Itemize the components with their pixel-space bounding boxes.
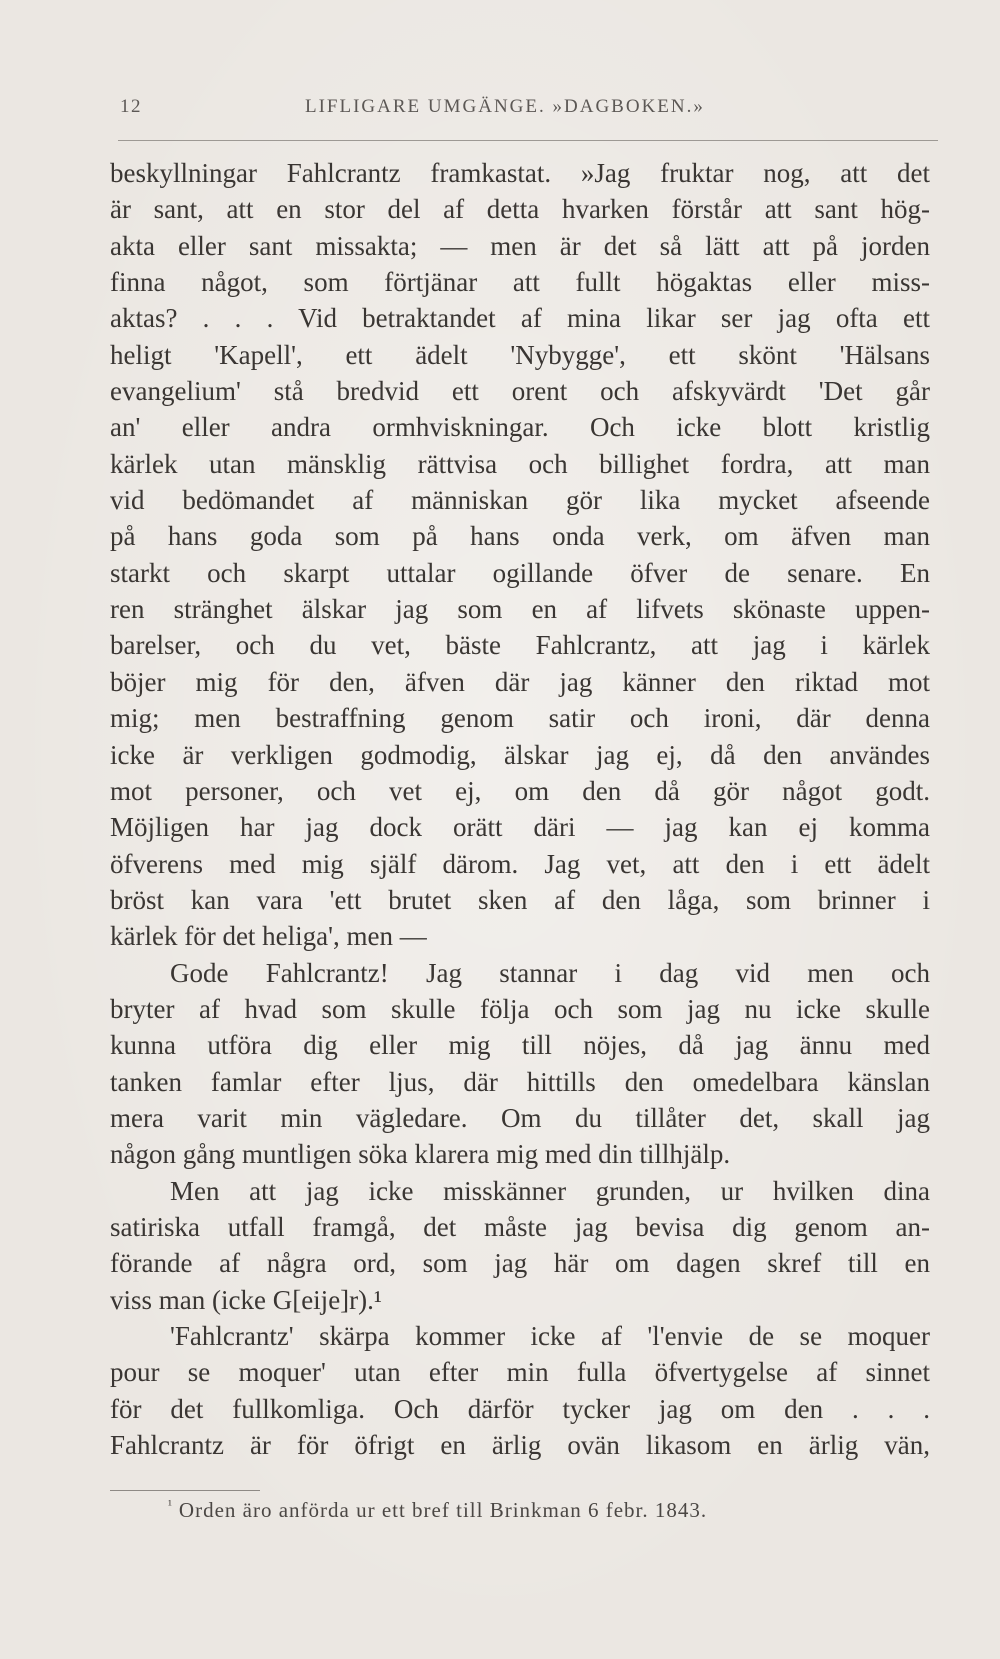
text-line: förande af några ord, som jag här om dagen skref till en [110, 1248, 930, 1279]
text-line: evangelium' stå bredvid ett orent och afskyvärdt 'Det går [110, 376, 930, 407]
text-line: tanken famlar efter ljus, där hittills den omedelbara känslan [110, 1066, 930, 1097]
text-line: finna något, som förtjänar att fullt högaktas eller miss- [110, 267, 930, 298]
text-line: mot personer, och vet ej, om den då gör något godt. [110, 775, 930, 806]
text-line: satiriska utfall framgå, det måste jag bevisa dig genom an- [110, 1211, 930, 1242]
text-line: 'Fahlcrantz' skärpa kommer icke af 'l'envie de se moquer [170, 1321, 930, 1351]
footnote-rule [110, 1490, 260, 1491]
text-line: akta eller sant missakta; — men är det så lätt att på jorden [110, 230, 930, 261]
text-line: starkt och skarpt uttalar ogillande öfver de senare. En [110, 557, 930, 588]
text-line: öfverens med mig själf därom. Jag vet, att den i ett ädelt [110, 848, 930, 879]
text-line: heligt 'Kapell', ett ädelt 'Nybygge', ett skönt 'Hälsans [110, 339, 930, 370]
text-line: icke är verkligen godmodig, älskar jag ej, då den användes [110, 739, 930, 770]
text-line: någon gång muntligen söka klarera mig med din tillhjälp. [110, 1139, 731, 1170]
text-line: vid bedömandet af människan gör lika mycket afseende [110, 485, 930, 516]
text-line: ren stränghet älskar jag som en af lifvets skönaste uppen- [110, 594, 930, 625]
text-line: bröst kan vara 'ett brutet sken af den låga, som brinner i [110, 884, 930, 915]
text-line: är sant, att en stor del af detta hvarken förstår att sant hög- [110, 194, 930, 225]
running-header [120, 96, 930, 130]
text-line: beskyllningar Fahlcrantz framkastat. »Jag fruktar nog, att det [110, 158, 930, 188]
text-line: mera varit min vägledare. Om du tillåter det, skall jag [110, 1102, 930, 1133]
text-line: an' eller andra ormhviskningar. Och icke blott kristlig [110, 412, 930, 443]
text-line: viss man (icke G[eije]r).¹ [110, 1284, 382, 1315]
footnote [168, 1497, 707, 1523]
text-line: kärlek utan mänsklig rättvisa och billighet fordra, att man [110, 448, 930, 479]
text-line: böjer mig för den, äfven där jag känner den riktad mot [110, 666, 930, 697]
footnote-text: Orden äro anförda ur ett bref till Brinkman 6 febr. 1843. [178, 1498, 708, 1522]
text-line: Men att jag icke misskänner grunden, ur hvilken dina [170, 1175, 930, 1206]
running-title: LIFLIGARE UMGÄNGE. »DAGBOKEN.» [305, 96, 705, 117]
text-line: kärlek för det heliga', men — [110, 921, 427, 952]
text-line: barelser, och du vet, bäste Fahlcrantz, att jag i kärlek [110, 630, 930, 661]
text-line: Möjligen har jag dock orätt däri — jag kan ej komma [110, 812, 930, 843]
text-line: mig; men bestraffning genom satir och ironi, där denna [110, 703, 930, 734]
footnote-marker: ¹ [168, 1497, 173, 1512]
page-number: 12 [120, 96, 142, 117]
header-rule [118, 140, 938, 141]
text-line: Gode Fahlcrantz! Jag stannar i dag vid men och [170, 957, 930, 988]
text-line: Fahlcrantz är för öfrigt en ärlig ovän likasom en ärlig vän, [110, 1430, 930, 1461]
body-text [110, 155, 930, 1463]
text-line: för det fullkomliga. Och därför tycker jag om den . . . [110, 1393, 930, 1424]
text-line: aktas? . . . Vid betraktandet af mina likar ser jag ofta ett [110, 303, 930, 334]
text-line: på hans goda som på hans onda verk, om äfven man [110, 521, 930, 552]
text-line: bryter af hvad som skulle följa och som jag nu icke skulle [110, 993, 930, 1024]
text-line: kunna utföra dig eller mig till nöjes, då jag ännu med [110, 1030, 930, 1061]
text-line: pour se moquer' utan efter min fulla öfvertygelse af sinnet [110, 1357, 930, 1388]
